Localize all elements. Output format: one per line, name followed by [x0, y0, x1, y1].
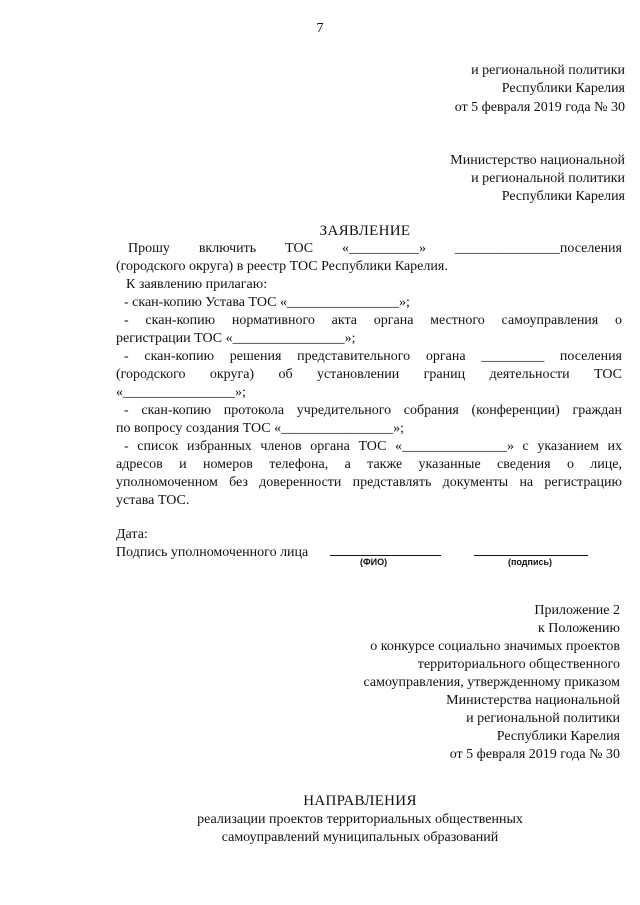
statement-line-2: (городского округа) в реестр ТОС Республики Карелия.: [116, 259, 448, 274]
statement-line-9: «________________»;: [116, 385, 246, 400]
appendix-line-4: территориального общественного: [417, 657, 620, 672]
appendix-line-7: и региональной политики: [466, 711, 620, 726]
appendix-line-2: к Положению: [537, 621, 620, 636]
statement-line-12: - список избранных членов органа ТОС «_______________» с указанием их: [124, 439, 622, 454]
statement-line-3: К заявлению прилагаю:: [126, 277, 268, 292]
directions-subtitle-line-2: самоуправлений муниципальных образований: [221, 830, 499, 845]
header-line-3: от 5 февраля 2019 года № 30: [454, 100, 625, 115]
header-line-1: и региональной политики: [471, 63, 625, 78]
fio-caption: (ФИО): [360, 557, 388, 567]
statement-line-4: - скан-копию Устава ТОС «________________»;: [124, 295, 410, 310]
page-number: 7: [316, 21, 324, 36]
statement-line-1: Прошу включить ТОС «__________» _______________поселения: [128, 241, 622, 256]
statement-line-10: - скан-копию протокола учредительного собрания (конференции) граждан: [124, 403, 622, 418]
statement-line-8: (городского округа) об установлении границ деятельности ТОС: [116, 367, 622, 382]
appendix-line-9: от 5 февраля 2019 года № 30: [449, 747, 620, 762]
statement-line-6: регистрации ТОС «________________»;: [116, 331, 356, 346]
appendix-line-8: Республики Карелия: [496, 729, 620, 744]
appendix-line-6: Министерства национальной: [446, 693, 620, 708]
statement-line-7: - скан-копию решения представительного органа _________ поселения: [124, 349, 622, 364]
signature-label: Подпись уполномоченного лица: [116, 545, 309, 560]
header-line-2: Республики Карелия: [501, 81, 625, 96]
appendix-line-5: самоуправления, утвержденному приказом: [363, 675, 620, 690]
signature-caption: (подпись): [508, 557, 553, 567]
statement-title: ЗАЯВЛЕНИЕ: [319, 223, 411, 239]
appendix-line-1: Приложение 2: [534, 603, 620, 618]
addressee-line-1: Министерство национальной: [450, 153, 625, 168]
addressee-line-2: и региональной политики: [471, 171, 625, 186]
appendix-line-3: о конкурсе социально значимых проектов: [370, 639, 620, 654]
directions-title: НАПРАВЛЕНИЯ: [303, 793, 417, 809]
statement-line-15: устава ТОС.: [116, 493, 190, 508]
statement-line-14: уполномоченном без доверенности представлять документы на регистрацию: [116, 475, 622, 490]
statement-line-5: - скан-копию нормативного акта органа местного самоуправления о: [124, 313, 622, 328]
date-label: Дата:: [116, 527, 148, 542]
directions-subtitle-line-1: реализации проектов территориальных общественных: [197, 812, 523, 827]
statement-line-13: адресов и номеров телефона, а также указанные сведения о лице,: [116, 457, 622, 472]
addressee-line-3: Республики Карелия: [501, 189, 625, 204]
statement-line-11: по вопросу создания ТОС «________________»;: [116, 421, 405, 436]
